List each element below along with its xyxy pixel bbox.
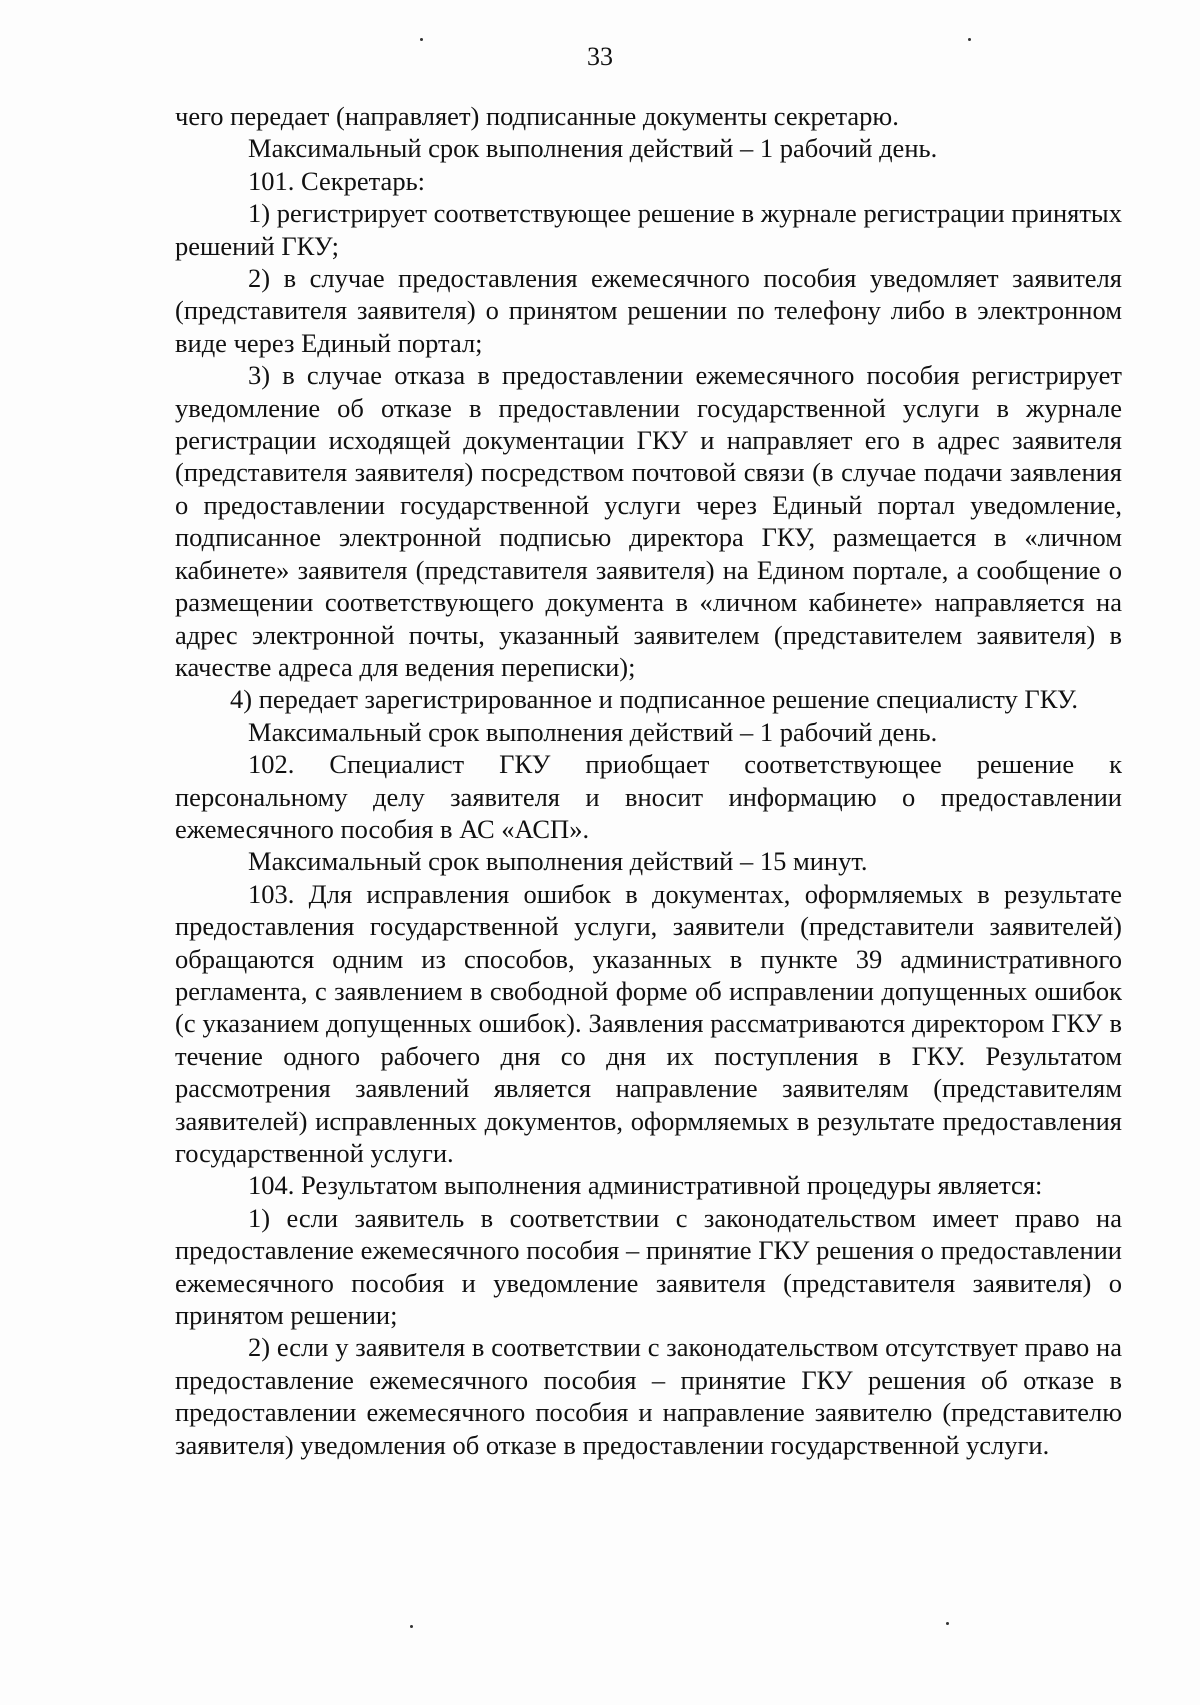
paragraph: Максимальный срок выполнения действий – 15 минут.	[248, 846, 868, 877]
page-number: 33	[587, 42, 613, 71]
scan-speck	[946, 1622, 949, 1625]
scan-speck	[968, 38, 971, 41]
paragraph: Максимальный срок выполнения действий – 1 рабочий день.	[248, 133, 938, 164]
paragraph: 2) если у заявителя в соответствии с законодательством отсутствует право на предоставление ежемесячного пособия – принятие ГКУ решения об отказе в предоставлении ежемесячного пособия и направление заявителю (представителю заявителя) уведомления об отказе в предоставлении государственной услуги.	[175, 1332, 1122, 1460]
document-body	[175, 100, 1122, 1461]
paragraph: 1) если заявитель в соответствии с законодательством имеет право на предоставление ежемесячного пособия – принятие ГКУ решения о предоставлении ежемесячного пособия и уведомление заявителя (представителя заявителя) о принятом решении;	[175, 1202, 1122, 1331]
paragraph: 1) регистрирует соответствующее решение в журнале регистрации принятых решений ГКУ;	[175, 198, 1122, 261]
scan-speck	[420, 38, 423, 41]
paragraph: 4) передает зарегистрированное и подписанное решение специалисту ГКУ.	[230, 684, 1078, 715]
paragraph: Максимальный срок выполнения действий – 1 рабочий день.	[248, 716, 938, 747]
paragraph: 102. Специалист ГКУ приобщает соответствующее решение к персональному делу заявителя и вносит информацию о предоставлении ежемесячного пособия в АС «АСП».	[175, 749, 1122, 844]
paragraph: 104. Результатом выполнения административной процедуры является:	[248, 1170, 1043, 1201]
paragraph: чего передает (направляет) подписанные документы секретарю.	[175, 101, 899, 131]
paragraph: 101. Секретарь:	[248, 165, 426, 196]
paragraph: 103. Для исправления ошибок в документах, оформляемых в результате предоставления государственной услуги, заявители (представители заявителей) обращаются одним из способов, указанных в пункте 39 административного регламента, с заявлением в свободной форме об исправлении допущенных ошибок (с указанием допущенных ошибок). Заявления рассматриваются директором ГКУ в течение одного рабочего дня со дня их поступления в ГКУ. Результатом рассмотрения заявлений является направление заявителям (представителям заявителей) исправленных документов, оформляемых в результате предоставления государственной услуги.	[175, 878, 1122, 1168]
paragraph: 2) в случае предоставления ежемесячного пособия уведомляет заявителя (представителя заявителя) о принятом решении по телефону либо в электронном виде через Единый портал;	[175, 263, 1122, 358]
scan-speck	[410, 1625, 413, 1628]
paragraph: 3) в случае отказа в предоставлении ежемесячного пособия регистрирует уведомление об отказе в предоставлении государственной услуги в журнале регистрации исходящей документации ГКУ и направляет его в адрес заявителя (представителя заявителя) посредством почтовой связи (в случае подачи заявления о предоставлении государственной услуги через Единый портал уведомление, подписанное электронной подписью директора ГКУ, размещается в «личном кабинете» заявителя (представителя заявителя) на Едином портале, а сообщение о размещении соответствующего документа в «личном кабинете» направляется на адрес электронной почты, указанный заявителем (представителем заявителя) в качестве адреса для ведения переписки);	[175, 360, 1122, 682]
